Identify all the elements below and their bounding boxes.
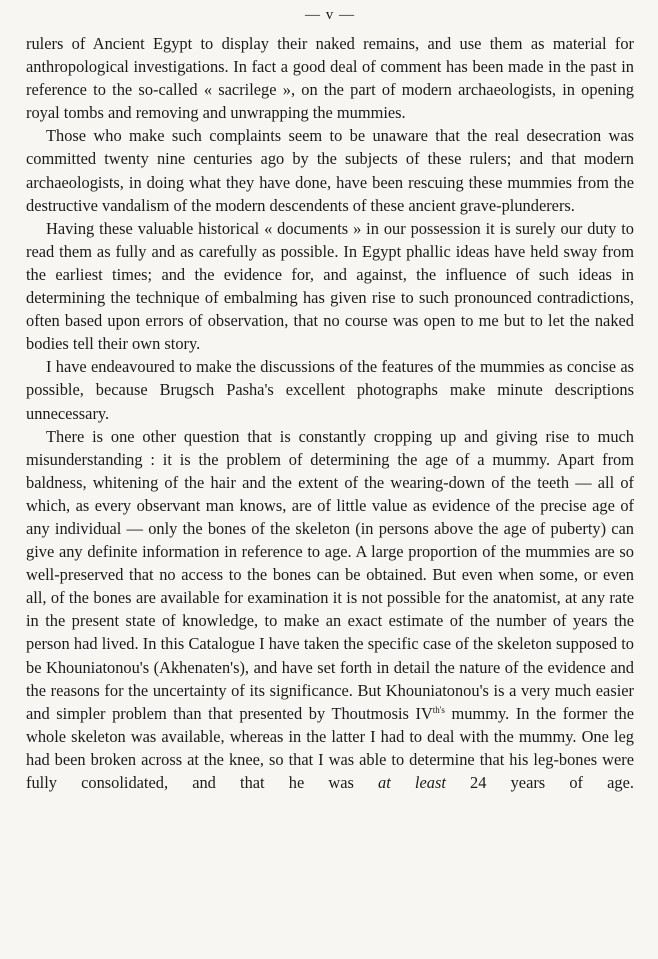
page-number: — v — <box>305 7 355 23</box>
italic-at-least: at least <box>378 773 446 792</box>
paragraph-1: rulers of Ancient Egypt to display their naked remains, and use them as material for anthropological investigations. In fact a good deal of comment has been made in the past in reference to the so-called « sacrilege », on the part of modern archaeologists, in opening royal tombs and removing and unwrapping the mummies. <box>26 34 634 123</box>
paragraph-5-continuation: mummy. In the former the whole skeleton was available, whereas in the latter I had to deal with the mummy. One leg had been broken across at the knee, so that I was able to determine that his leg-bones were fully consolidated, and that he was <box>26 703 634 792</box>
paragraph-2: Those who make such complaints seem to be unaware that the real desecration was committed twenty nine centuries ago by the subjects of these rulers; and that modern archaeologists, in doing what they have done, have been rescuing these mummies from the destructive vandalism of the modern descendents of these ancient grave-plunderers. <box>26 126 634 215</box>
paragraph-3: Having these valuable historical « documents » in our possession it is surely our duty to read them as fully and as carefully as possible. In Egypt phallic ideas have held sway from the earliest times; and the evidence for, and against, the influence of such ideas in determining the technique of embalming has given rise to such pronounced contradictions, often based upon errors of observation, that no course was open to me but to let the naked bodies tell their own story. <box>26 218 634 354</box>
paragraph-5 <box>26 425 634 795</box>
superscript-ths: th's <box>432 704 445 715</box>
paragraph-5-text: There is one other question that is constantly cropping up and giving rise to much misunderstanding : it is the problem of determining the age of a mummy. Apart from baldness, whitening of the hair and the extent of the wearing-down of the teeth — all of which, as every observant man knows, are of little value as evidence of the precise age of any individual — only the bones of the skeleton (in persons above the age of puberty) can give any definite information in reference to age. A large proportion of the mummies are so well-preserved that no access to the bones can be obtained. But even when some, or even all, of the bones are available for examination it is not possible for the anatomist, at any rate in the present state of knowledge, to make an exact estimate of the number of years the person had lived. In this Catalogue I have taken the specific case of the skeleton supposed to be Khouniatonou's (Akhenaten's), and have set forth in detail the nature of the evidence and the reasons for the uncertainty of its significance. But Khouniatonou's is a very much easier and simpler problem than that presented by Thoutmosis IV <box>26 426 634 723</box>
paragraph-4: I have endeavoured to make the discussions of the features of the mummies as concise as possible, because Brugsch Pasha's excellent photographs make minute descriptions unnecessary. <box>26 357 634 423</box>
paragraph-5-end: 24 years of age. <box>445 773 634 792</box>
